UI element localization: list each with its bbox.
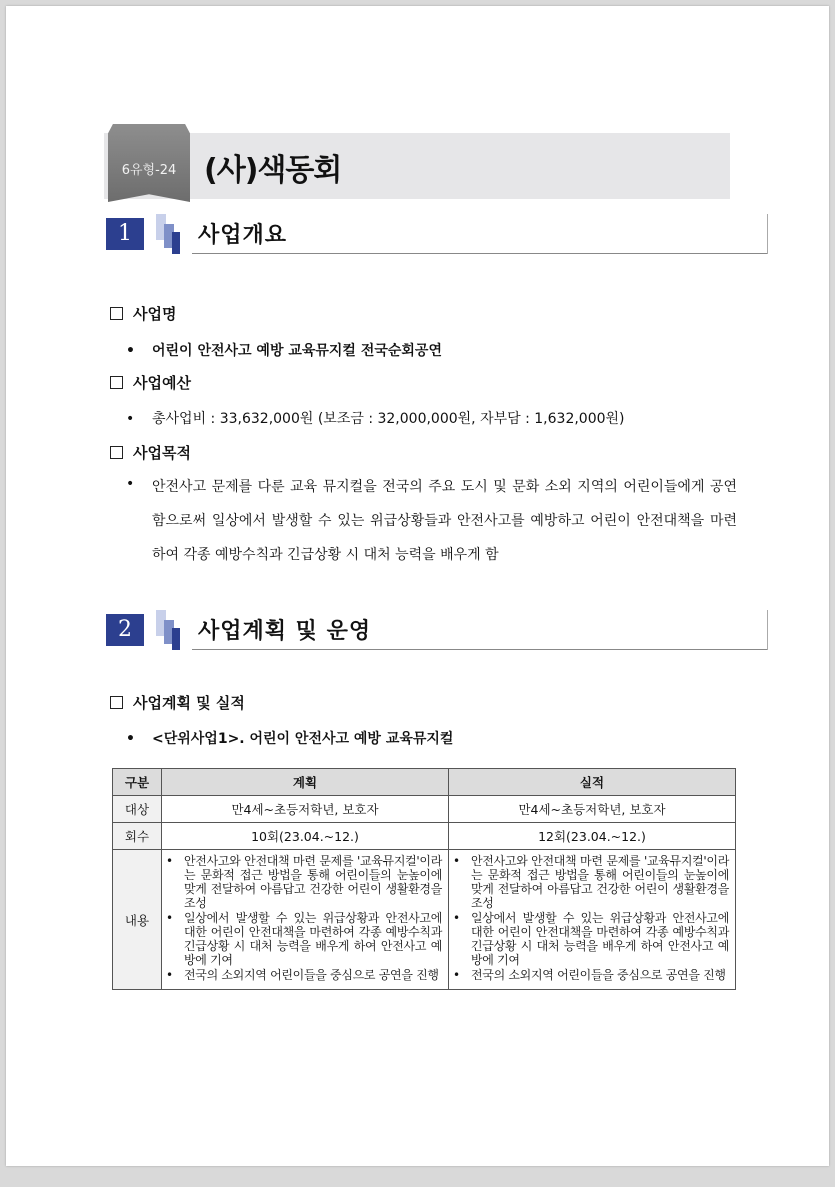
cell-result: 12회(23.04.~12.)	[449, 823, 736, 850]
section-number: 1	[106, 218, 144, 250]
table-row	[113, 796, 736, 823]
list-item: • 안전사고와 안전대책 마련 문제를 '교육뮤지컬'이라는 문화적 접근 방법을 통해 어린이들의 눈높이에 맞게 전달하여 아름답고 건강한 어린이 생활환경을 조성	[166, 854, 442, 910]
header-plan: 계획	[162, 769, 449, 796]
row-label: 회수	[113, 823, 162, 850]
cell-result-content	[449, 850, 736, 990]
heading-plan-results: 사업계획 및 실적	[110, 692, 245, 713]
heading-project-name: 사업명	[110, 303, 176, 324]
cell-result: 만4세~초등저학년, 보호자	[449, 796, 736, 823]
document-page	[6, 6, 829, 1166]
budget-item: • 총사업비 : 33,632,000원 (보조금 : 32,000,000원, 자부담 : 1,632,000원)	[126, 411, 625, 427]
heading-budget: 사업예산	[110, 372, 191, 393]
table-header-row	[113, 769, 736, 796]
checkbox-square-icon	[110, 307, 123, 320]
checkbox-square-icon	[110, 446, 123, 459]
title-band	[104, 133, 730, 199]
row-label: 내용	[113, 850, 162, 990]
purpose-bullet: •	[126, 476, 135, 492]
header-category: 구분	[113, 769, 162, 796]
list-item: • 안전사고와 안전대책 마련 문제를 '교육뮤지컬'이라는 문화적 접근 방법을 통해 어린이들의 눈높이에 맞게 전달하여 아름답고 건강한 어린이 생활환경을 조성	[453, 854, 729, 910]
list-item: • 전국의 소외지역 어린이들을 중심으로 공연을 진행	[453, 968, 726, 982]
section-header-plan	[106, 610, 768, 650]
cell-plan-content	[162, 850, 449, 990]
project-name-item: • 어린이 안전사고 예방 교육뮤지컬 전국순회공연	[126, 343, 442, 359]
cell-plan: 10회(23.04.~12.)	[162, 823, 449, 850]
section-number: 2	[106, 614, 144, 646]
checkbox-square-icon	[110, 376, 123, 389]
program-code: 6유형-24	[121, 163, 177, 178]
section-title: 사업개요	[198, 223, 288, 248]
unit-project-title: • <단위사업1>. 어린이 안전사고 예방 교육뮤지컬	[126, 731, 454, 747]
section-title: 사업계획 및 운영	[198, 619, 372, 644]
section-bars-icon	[156, 610, 182, 650]
list-item: • 일상에서 발생할 수 있는 위급상황과 안전사고에 대한 어린이 안전대책을 마련하여 각종 예방수칙과 긴급상황 시 대처 능력을 배우게 하여 안전사고 예방에 기여	[166, 911, 442, 967]
table-row	[113, 823, 736, 850]
section-underline	[192, 253, 768, 254]
heading-purpose: 사업목적	[110, 442, 191, 463]
list-item: • 일상에서 발생할 수 있는 위급상황과 안전사고에 대한 어린이 안전대책을 마련하여 각종 예방수칙과 긴급상황 시 대처 능력을 배우게 하여 안전사고 예방에 기여	[453, 911, 729, 967]
page-title: (사)색동회	[204, 153, 342, 188]
row-label: 대상	[113, 796, 162, 823]
purpose-text: 안전사고 문제를 다룬 교육 뮤지컬을 전국의 주요 도시 및 문화 소외 지역의 어린이들에게 공연함으로써 일상에서 발생할 수 있는 위급상황들과 안전사고를 예방하고 어린이 안전대책을 마련하여 각종 예방수칙과 긴급상황 시 대처 능력을 배우게 함	[152, 479, 737, 563]
section-underline	[192, 649, 768, 650]
plan-results-table	[112, 768, 736, 990]
list-item: • 전국의 소외지역 어린이들을 중심으로 공연을 진행	[166, 968, 439, 982]
header-result: 실적	[449, 769, 736, 796]
cell-plan: 만4세~초등저학년, 보호자	[162, 796, 449, 823]
section-header-overview	[106, 214, 768, 254]
table-row	[113, 850, 736, 990]
section-bars-icon	[156, 214, 182, 254]
checkbox-square-icon	[110, 696, 123, 709]
